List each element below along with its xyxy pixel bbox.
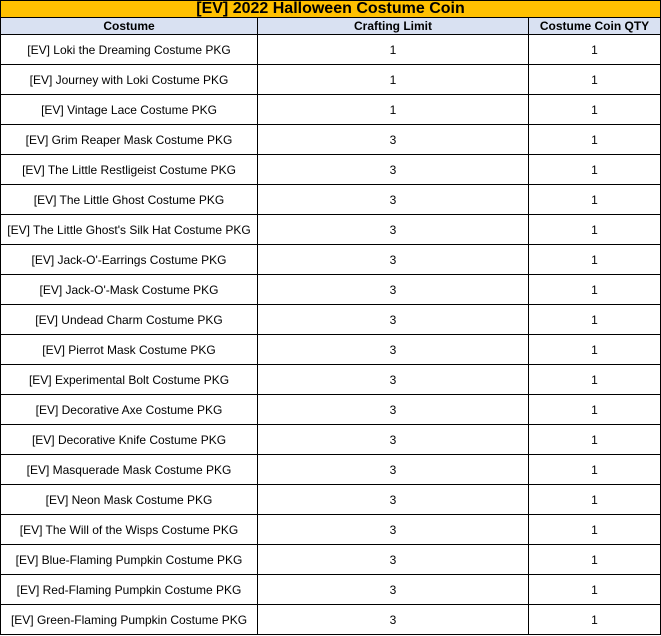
coin-qty-cell: 1 — [529, 335, 661, 365]
costume-name-cell: [EV] Decorative Knife Costume PKG — [1, 425, 258, 455]
table-title: [EV] 2022 Halloween Costume Coin — [1, 1, 661, 18]
coin-qty-cell: 1 — [529, 275, 661, 305]
table-row — [1, 365, 661, 395]
coin-qty-cell: 1 — [529, 155, 661, 185]
costume-name-cell: [EV] Green-Flaming Pumpkin Costume PKG — [1, 605, 258, 635]
crafting-limit-cell: 3 — [258, 575, 529, 605]
table-row — [1, 275, 661, 305]
crafting-limit-cell: 1 — [258, 95, 529, 125]
costume-name-cell: [EV] Loki the Dreaming Costume PKG — [1, 35, 258, 65]
table-row — [1, 125, 661, 155]
crafting-limit-cell: 3 — [258, 305, 529, 335]
table-row — [1, 215, 661, 245]
coin-qty-cell: 1 — [529, 395, 661, 425]
costume-name-cell: [EV] The Little Restligeist Costume PKG — [1, 155, 258, 185]
table-row — [1, 455, 661, 485]
crafting-limit-cell: 3 — [258, 245, 529, 275]
costume-name-cell: [EV] Experimental Bolt Costume PKG — [1, 365, 258, 395]
costume-name-cell: [EV] Masquerade Mask Costume PKG — [1, 455, 258, 485]
table-row — [1, 245, 661, 275]
crafting-limit-cell: 3 — [258, 275, 529, 305]
costume-name-cell: [EV] The Little Ghost's Silk Hat Costume PKG — [1, 215, 258, 245]
table-body — [1, 35, 661, 635]
costume-name-cell: [EV] Jack-O'-Mask Costume PKG — [1, 275, 258, 305]
crafting-limit-cell: 3 — [258, 515, 529, 545]
table-row — [1, 185, 661, 215]
crafting-limit-cell: 3 — [258, 605, 529, 635]
costume-name-cell: [EV] Vintage Lace Costume PKG — [1, 95, 258, 125]
table-row — [1, 395, 661, 425]
table-row — [1, 305, 661, 335]
crafting-limit-cell: 3 — [258, 395, 529, 425]
costume-name-cell: [EV] The Little Ghost Costume PKG — [1, 185, 258, 215]
costume-name-cell: [EV] Pierrot Mask Costume PKG — [1, 335, 258, 365]
table-row — [1, 425, 661, 455]
coin-qty-cell: 1 — [529, 125, 661, 155]
costume-name-cell: [EV] The Will of the Wisps Costume PKG — [1, 515, 258, 545]
coin-qty-cell: 1 — [529, 425, 661, 455]
header-row — [1, 18, 661, 35]
table-row — [1, 155, 661, 185]
coin-qty-cell: 1 — [529, 245, 661, 275]
crafting-limit-cell: 3 — [258, 185, 529, 215]
table-row — [1, 335, 661, 365]
title-row — [1, 1, 661, 18]
column-header-crafting-limit: Crafting Limit — [258, 18, 529, 35]
table-row — [1, 35, 661, 65]
costume-name-cell: [EV] Decorative Axe Costume PKG — [1, 395, 258, 425]
costume-name-cell: [EV] Neon Mask Costume PKG — [1, 485, 258, 515]
table-row — [1, 95, 661, 125]
costume-name-cell: [EV] Undead Charm Costume PKG — [1, 305, 258, 335]
costume-name-cell: [EV] Blue-Flaming Pumpkin Costume PKG — [1, 545, 258, 575]
table-row — [1, 515, 661, 545]
coin-qty-cell: 1 — [529, 95, 661, 125]
crafting-limit-cell: 3 — [258, 455, 529, 485]
table-row — [1, 545, 661, 575]
coin-qty-cell: 1 — [529, 605, 661, 635]
coin-qty-cell: 1 — [529, 305, 661, 335]
table-row — [1, 485, 661, 515]
crafting-limit-cell: 3 — [258, 335, 529, 365]
coin-qty-cell: 1 — [529, 545, 661, 575]
coin-qty-cell: 1 — [529, 65, 661, 95]
coin-qty-cell: 1 — [529, 185, 661, 215]
coin-qty-cell: 1 — [529, 575, 661, 605]
crafting-limit-cell: 1 — [258, 35, 529, 65]
coin-qty-cell: 1 — [529, 215, 661, 245]
coin-qty-cell: 1 — [529, 455, 661, 485]
table-row — [1, 65, 661, 95]
crafting-limit-cell: 3 — [258, 545, 529, 575]
crafting-limit-cell: 3 — [258, 485, 529, 515]
costume-name-cell: [EV] Jack-O'-Earrings Costume PKG — [1, 245, 258, 275]
table-row — [1, 605, 661, 635]
crafting-limit-cell: 3 — [258, 125, 529, 155]
costume-name-cell: [EV] Journey with Loki Costume PKG — [1, 65, 258, 95]
table-row — [1, 575, 661, 605]
crafting-limit-cell: 3 — [258, 155, 529, 185]
coin-qty-cell: 1 — [529, 515, 661, 545]
column-header-costume: Costume — [1, 18, 258, 35]
crafting-limit-cell: 1 — [258, 65, 529, 95]
coin-qty-cell: 1 — [529, 35, 661, 65]
costume-name-cell: [EV] Red-Flaming Pumpkin Costume PKG — [1, 575, 258, 605]
crafting-limit-cell: 3 — [258, 215, 529, 245]
coin-qty-cell: 1 — [529, 365, 661, 395]
costume-name-cell: [EV] Grim Reaper Mask Costume PKG — [1, 125, 258, 155]
coin-qty-cell: 1 — [529, 485, 661, 515]
crafting-limit-cell: 3 — [258, 365, 529, 395]
crafting-limit-cell: 3 — [258, 425, 529, 455]
column-header-coin-qty: Costume Coin QTY — [529, 18, 661, 35]
